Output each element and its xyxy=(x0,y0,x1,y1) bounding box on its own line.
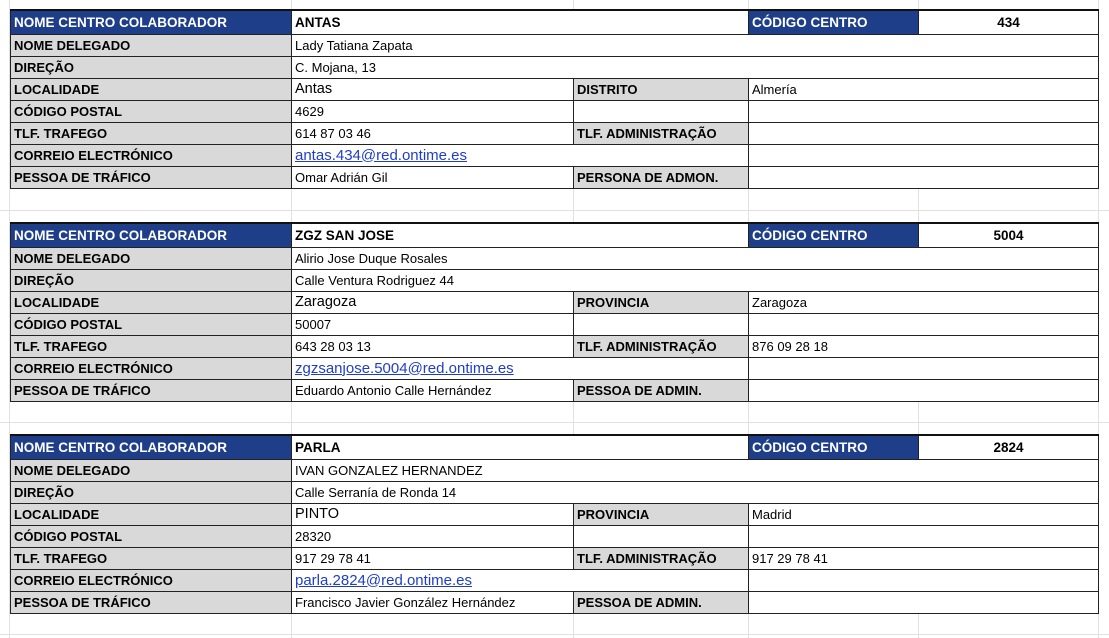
region-value[interactable]: Almería xyxy=(749,78,1099,100)
region-label[interactable]: DISTRITO xyxy=(574,78,749,100)
table-row xyxy=(11,459,1099,481)
empty-cell[interactable] xyxy=(749,100,1099,122)
codigo-centro-label[interactable]: CÓDIGO CENTRO xyxy=(749,10,919,34)
empty-cell[interactable] xyxy=(749,144,1099,166)
tlf-trafego-label[interactable]: TLF. TRAFEGO xyxy=(11,335,292,357)
codigo-centro-label[interactable]: CÓDIGO CENTRO xyxy=(749,435,919,459)
table-row xyxy=(11,56,1099,78)
direcao-label[interactable]: DIREÇÃO xyxy=(11,56,292,78)
table-row xyxy=(11,166,1099,188)
empty-cell[interactable] xyxy=(574,100,749,122)
center-table-3 xyxy=(10,434,1099,614)
localidade-label[interactable]: LOCALIDADE xyxy=(11,291,292,313)
region-value[interactable]: Zaragoza xyxy=(749,291,1099,313)
nome-centro-label[interactable]: NOME CENTRO COLABORADOR xyxy=(11,10,292,34)
empty-cell[interactable] xyxy=(749,313,1099,335)
direcao-value[interactable]: C. Mojana, 13 xyxy=(292,56,1099,78)
nome-delegado-value[interactable]: Lady Tatiana Zapata xyxy=(292,34,1099,56)
pessoa-trafico-label[interactable]: PESSOA DE TRÁFICO xyxy=(11,591,292,613)
correio-value[interactable] xyxy=(292,144,749,166)
localidade-label[interactable]: LOCALIDADE xyxy=(11,503,292,525)
tlf-trafego-label[interactable]: TLF. TRAFEGO xyxy=(11,122,292,144)
direcao-label[interactable]: DIREÇÃO xyxy=(11,481,292,503)
localidade-value[interactable]: Antas xyxy=(292,78,574,100)
codigo-postal-value[interactable]: 50007 xyxy=(292,313,574,335)
table-row xyxy=(11,247,1099,269)
center-table-2 xyxy=(10,222,1099,402)
tlf-trafego-value[interactable]: 643 28 03 13 xyxy=(292,335,574,357)
nome-centro-value[interactable]: PARLA xyxy=(292,435,749,459)
codigo-postal-label[interactable]: CÓDIGO POSTAL xyxy=(11,100,292,122)
nome-centro-label[interactable]: NOME CENTRO COLABORADOR xyxy=(11,223,292,247)
email-link[interactable]: parla.2824@red.ontime.es xyxy=(295,571,472,589)
table-row xyxy=(11,591,1099,613)
table-row xyxy=(11,503,1099,525)
tlf-admin-value[interactable]: 876 09 28 18 xyxy=(749,335,1099,357)
nome-centro-value[interactable]: ZGZ SAN JOSE xyxy=(292,223,749,247)
table-row xyxy=(11,313,1099,335)
nome-delegado-label[interactable]: NOME DELEGADO xyxy=(11,34,292,56)
tlf-admin-value[interactable]: 917 29 78 41 xyxy=(749,547,1099,569)
table-row xyxy=(11,481,1099,503)
tlf-admin-label[interactable]: TLF. ADMINISTRAÇÃO xyxy=(574,547,749,569)
tlf-admin-value[interactable] xyxy=(749,122,1099,144)
pessoa-trafico-value[interactable]: Francisco Javier González Hernández xyxy=(292,591,574,613)
pessoa-trafico-label[interactable]: PESSOA DE TRÁFICO xyxy=(11,166,292,188)
direcao-label[interactable]: DIREÇÃO xyxy=(11,269,292,291)
tlf-admin-label[interactable]: TLF. ADMINISTRAÇÃO xyxy=(574,122,749,144)
pessoa-trafico-value[interactable]: Omar Adrián Gil xyxy=(292,166,574,188)
region-label[interactable]: PROVINCIA xyxy=(574,503,749,525)
pessoa-admin-label[interactable]: PESSOA DE ADMIN. xyxy=(574,379,749,401)
empty-cell[interactable] xyxy=(574,525,749,547)
correio-value[interactable] xyxy=(292,569,749,591)
tlf-trafego-value[interactable]: 917 29 78 41 xyxy=(292,547,574,569)
table-row xyxy=(11,269,1099,291)
email-link[interactable]: zgzsanjose.5004@red.ontime.es xyxy=(295,359,514,377)
table-row xyxy=(11,34,1099,56)
codigo-centro-value[interactable]: 434 xyxy=(919,10,1099,34)
nome-centro-value[interactable]: ANTAS xyxy=(292,10,749,34)
codigo-centro-value[interactable]: 5004 xyxy=(919,223,1099,247)
pessoa-admin-label[interactable]: PERSONA DE ADMON. xyxy=(574,166,749,188)
nome-delegado-label[interactable]: NOME DELEGADO xyxy=(11,459,292,481)
tlf-trafego-value[interactable]: 614 87 03 46 xyxy=(292,122,574,144)
table-row xyxy=(11,223,1099,247)
nome-delegado-value[interactable]: IVAN GONZALEZ HERNANDEZ xyxy=(292,459,1099,481)
center-card-3 xyxy=(10,434,1098,614)
region-label[interactable]: PROVINCIA xyxy=(574,291,749,313)
table-row xyxy=(11,547,1099,569)
pessoa-admin-label[interactable]: PESSOA DE ADMIN. xyxy=(574,591,749,613)
nome-delegado-value[interactable]: Alirio Jose Duque Rosales xyxy=(292,247,1099,269)
pessoa-admin-value[interactable] xyxy=(749,379,1099,401)
empty-cell[interactable] xyxy=(749,525,1099,547)
table-row xyxy=(11,569,1099,591)
table-row xyxy=(11,100,1099,122)
nome-centro-label[interactable]: NOME CENTRO COLABORADOR xyxy=(11,435,292,459)
empty-cell[interactable] xyxy=(574,313,749,335)
localidade-value[interactable]: PINTO xyxy=(292,503,574,525)
pessoa-admin-value[interactable] xyxy=(749,166,1099,188)
table-row xyxy=(11,335,1099,357)
correio-label[interactable]: CORREIO ELECTRÓNICO xyxy=(11,569,292,591)
tlf-trafego-label[interactable]: TLF. TRAFEGO xyxy=(11,547,292,569)
empty-cell[interactable] xyxy=(749,357,1099,379)
empty-cell[interactable] xyxy=(749,569,1099,591)
codigo-postal-value[interactable]: 4629 xyxy=(292,100,574,122)
codigo-postal-value[interactable]: 28320 xyxy=(292,525,574,547)
codigo-postal-label[interactable]: CÓDIGO POSTAL xyxy=(11,525,292,547)
codigo-centro-value[interactable]: 2824 xyxy=(919,435,1099,459)
pessoa-trafico-value[interactable]: Eduardo Antonio Calle Hernández xyxy=(292,379,574,401)
table-row xyxy=(11,144,1099,166)
email-link[interactable]: antas.434@red.ontime.es xyxy=(295,146,467,164)
table-row xyxy=(11,379,1099,401)
table-row xyxy=(11,435,1099,459)
pessoa-trafico-label[interactable]: PESSOA DE TRÁFICO xyxy=(11,379,292,401)
region-value[interactable]: Madrid xyxy=(749,503,1099,525)
codigo-postal-label[interactable]: CÓDIGO POSTAL xyxy=(11,313,292,335)
correio-label[interactable]: CORREIO ELECTRÓNICO xyxy=(11,144,292,166)
center-card-1 xyxy=(10,9,1098,189)
localidade-label[interactable]: LOCALIDADE xyxy=(11,78,292,100)
table-row xyxy=(11,78,1099,100)
table-row xyxy=(11,291,1099,313)
table-row xyxy=(11,122,1099,144)
correio-value[interactable] xyxy=(292,357,749,379)
table-row xyxy=(11,525,1099,547)
codigo-centro-label[interactable]: CÓDIGO CENTRO xyxy=(749,223,919,247)
correio-label[interactable]: CORREIO ELECTRÓNICO xyxy=(11,357,292,379)
nome-delegado-label[interactable]: NOME DELEGADO xyxy=(11,247,292,269)
tlf-admin-label[interactable]: TLF. ADMINISTRAÇÃO xyxy=(574,335,749,357)
table-row xyxy=(11,357,1099,379)
direcao-value[interactable]: Calle Ventura Rodriguez 44 xyxy=(292,269,1099,291)
center-table-1 xyxy=(10,9,1099,189)
localidade-value[interactable]: Zaragoza xyxy=(292,291,574,313)
pessoa-admin-value[interactable] xyxy=(749,591,1099,613)
center-card-2 xyxy=(10,222,1098,402)
table-row xyxy=(11,10,1099,34)
direcao-value[interactable]: Calle Serranía de Ronda 14 xyxy=(292,481,1099,503)
